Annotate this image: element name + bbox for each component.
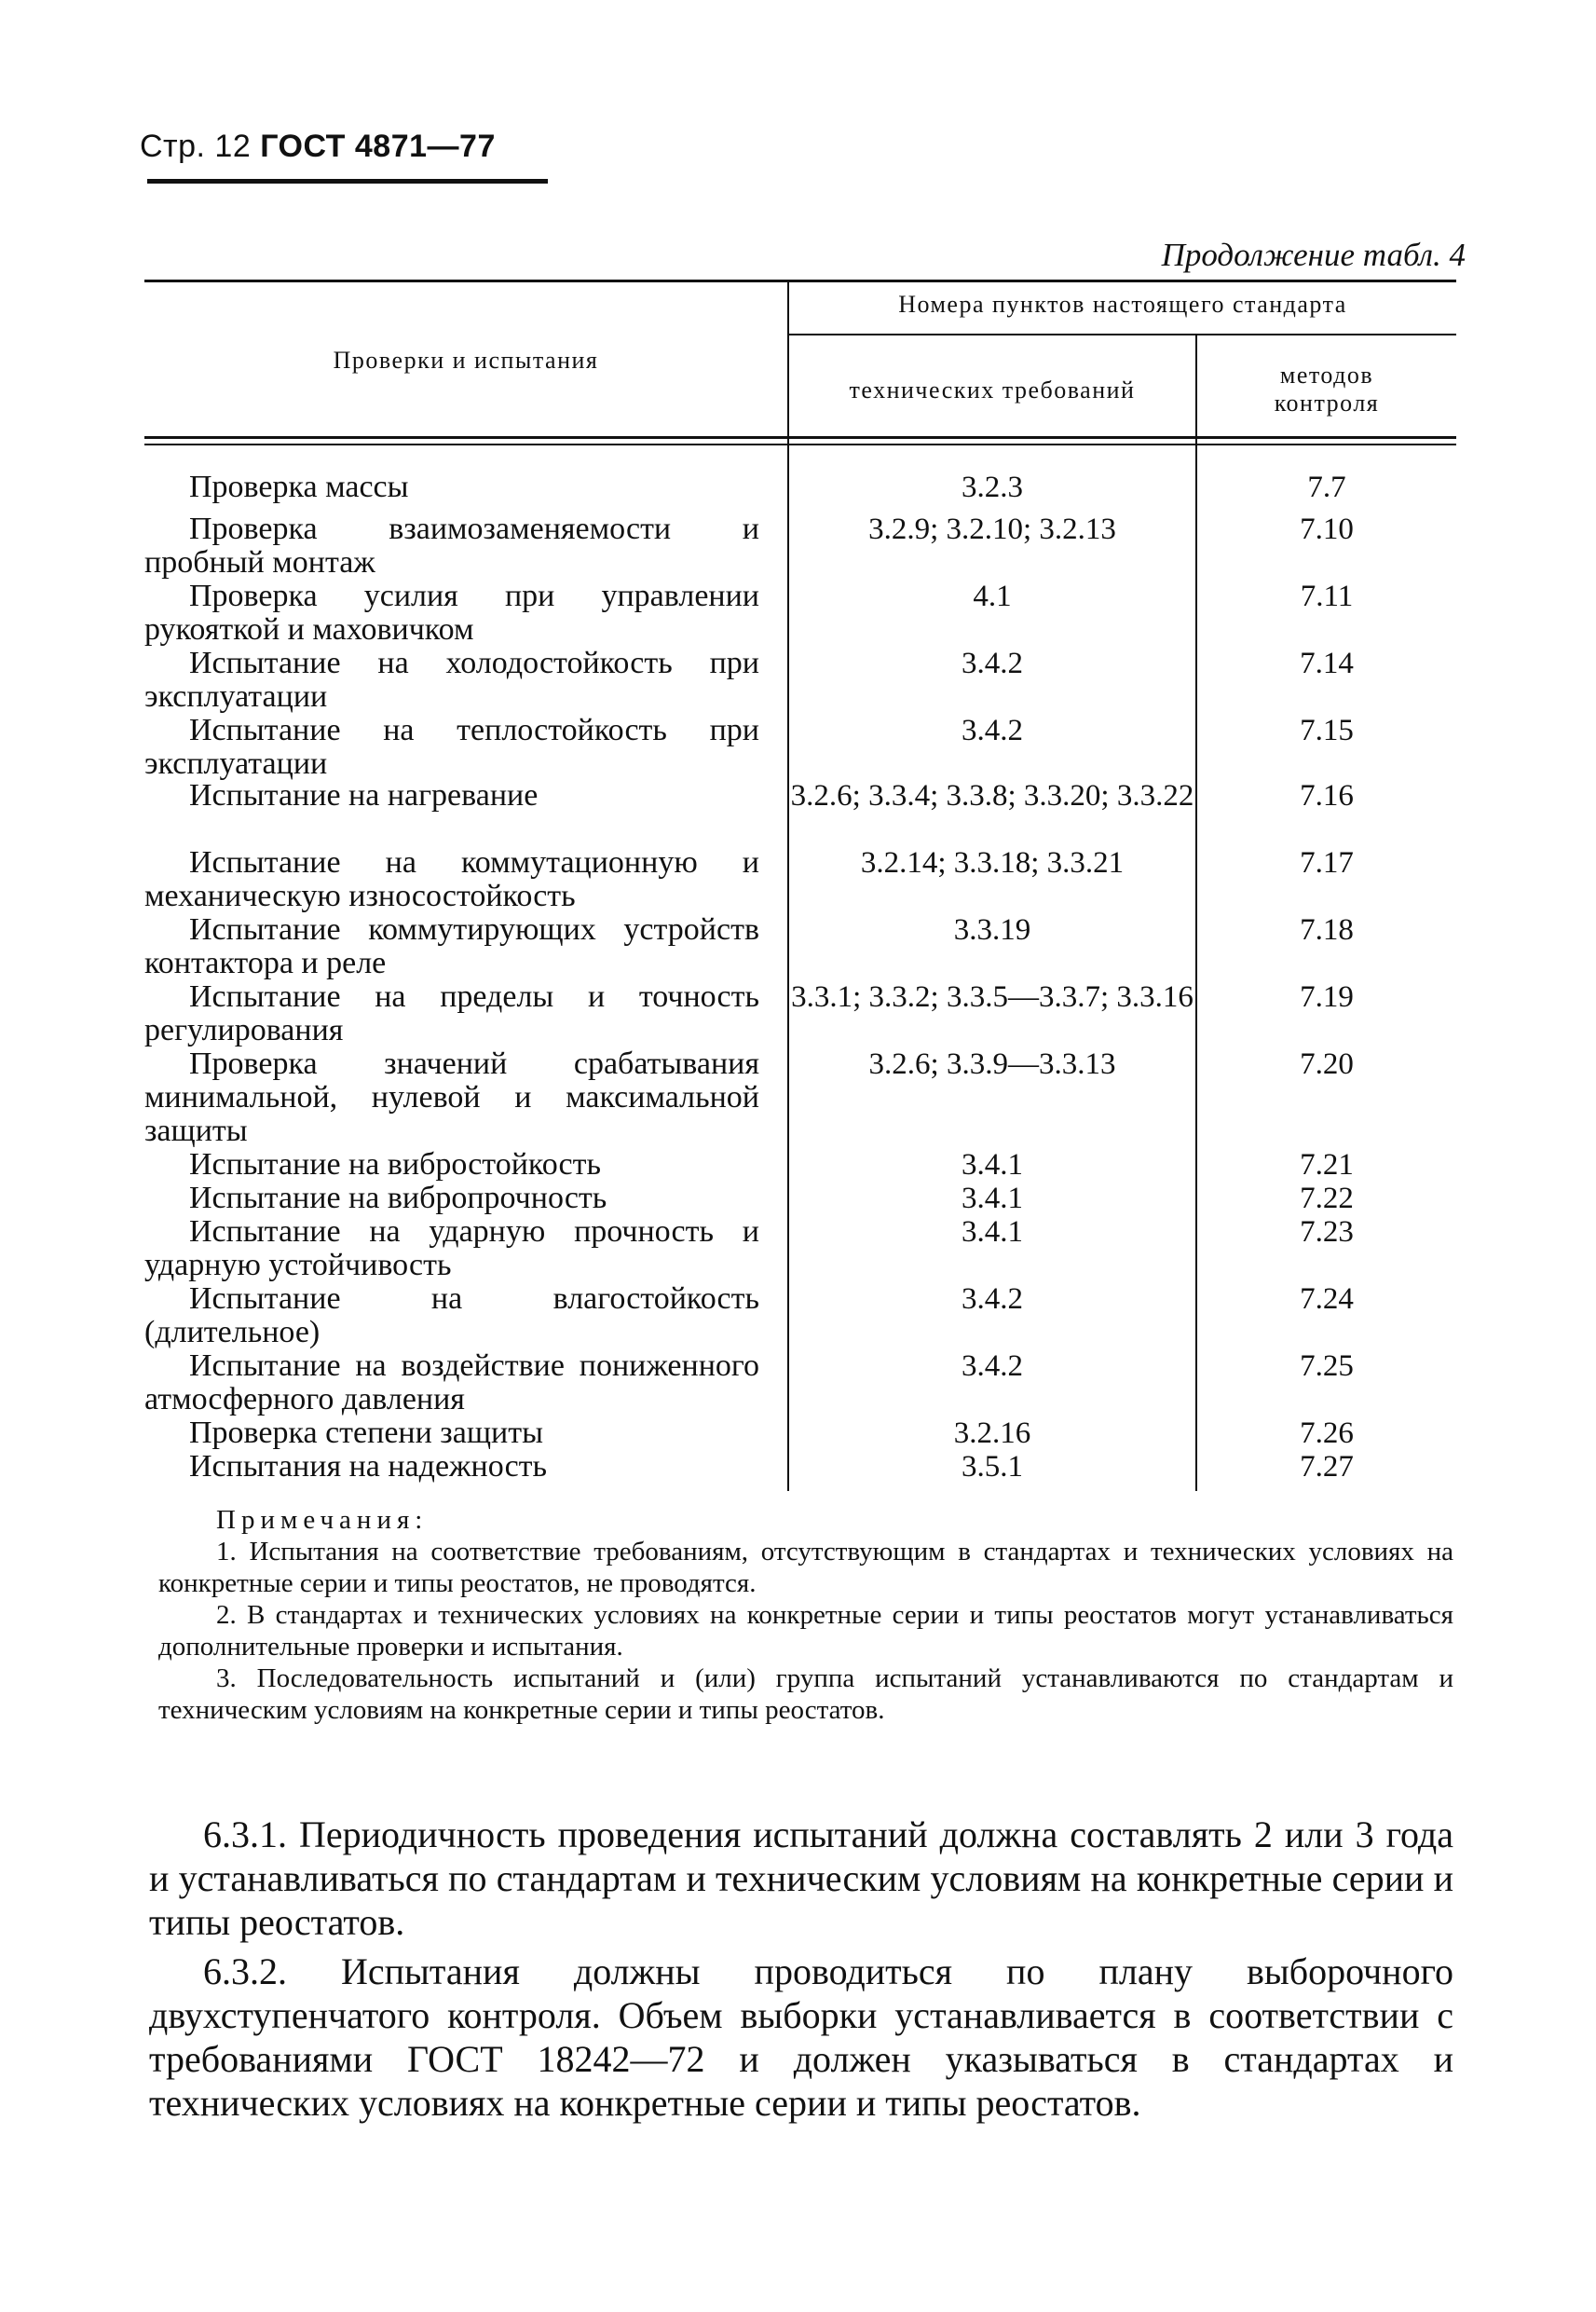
- note-item: 3. Последовательность испытаний и (или) группа испытаний устанавливаются по стандартам и техническим условиям на конкретные серии и типы реостатов.: [158, 1663, 1453, 1725]
- control-method-ref: 7.7: [1307, 471, 1346, 504]
- control-method-ref: 7.20: [1300, 1047, 1354, 1081]
- requirements-table: [144, 280, 1456, 1491]
- check-name: Испытание на вибростойкость: [189, 1147, 601, 1182]
- check-name: Испытание на коммутационную и механическую износостойкость: [144, 845, 759, 913]
- check-name: Испытание на воздействие пониженного атмосферного давления: [144, 1348, 759, 1416]
- tech-requirement-ref: 3.2.6; 3.3.9—3.3.13: [868, 1047, 1116, 1081]
- control-method-ref: 7.15: [1300, 714, 1354, 747]
- col-method-header: [1197, 362, 1456, 417]
- col-checks-header: Проверки и испытания: [333, 347, 599, 374]
- header-rule: [147, 179, 548, 184]
- control-method-ref: 7.25: [1300, 1349, 1354, 1383]
- group-header: Номера пунктов настоящего стандарта: [898, 291, 1347, 318]
- tech-requirement-ref: 3.4.2: [962, 1349, 1023, 1383]
- control-method-ref: 7.23: [1300, 1215, 1354, 1249]
- check-name: Проверка взаимозаменяемости и пробный монтаж: [144, 512, 759, 580]
- tech-requirement-ref: 3.4.2: [962, 714, 1023, 747]
- check-name: Испытание на пределы и точность регулирования: [144, 979, 759, 1047]
- check-name: Испытание на холодостойкость при эксплуатации: [144, 646, 759, 714]
- check-name: Испытание на теплостойкость при эксплуатации: [144, 713, 759, 781]
- control-method-ref: 7.16: [1300, 779, 1354, 813]
- control-method-ref: 7.11: [1300, 580, 1354, 613]
- tech-requirement-ref: 3.2.9; 3.2.10; 3.2.13: [868, 513, 1116, 546]
- control-method-ref: 7.18: [1300, 913, 1354, 947]
- table-top-rule: [144, 280, 1456, 282]
- control-method-ref: 7.17: [1300, 846, 1354, 880]
- tech-requirement-ref: 3.4.1: [962, 1182, 1023, 1215]
- check-name: Проверка степени защиты: [189, 1416, 543, 1450]
- check-name: Испытание коммутирующих устройств контактора и реле: [144, 912, 759, 980]
- tech-requirement-ref: 3.4.1: [962, 1148, 1023, 1182]
- paragraph-6-3-1: 6.3.1. Периодичность проведения испытаний должна составлять 2 или 3 года и устанавливаться по стандартам и техническим условиям на конкретные серии и типы реостатов.: [149, 1813, 1453, 1943]
- tech-requirement-ref: 3.3.19: [953, 913, 1031, 947]
- tech-requirement-ref: 3.4.1: [962, 1215, 1023, 1249]
- tech-requirement-ref: 4.1: [973, 580, 1012, 613]
- tech-requirement-ref: 3.2.16: [953, 1416, 1031, 1450]
- tech-requirement-ref: 3.4.2: [962, 1282, 1023, 1316]
- table-notes: [158, 1504, 1453, 1726]
- control-method-ref: 7.27: [1300, 1450, 1354, 1484]
- check-name: Испытание на ударную прочность и ударную устойчивость: [144, 1214, 759, 1282]
- tech-requirement-ref: 3.3.1; 3.3.2; 3.3.5—3.3.7; 3.3.16: [791, 980, 1194, 1014]
- tech-requirement-ref: 3.2.6; 3.3.4; 3.3.8; 3.3.20; 3.3.22: [790, 779, 1194, 813]
- control-method-ref: 7.21: [1300, 1148, 1354, 1182]
- control-method-ref: 7.10: [1300, 513, 1354, 546]
- control-method-ref: 7.14: [1300, 647, 1354, 680]
- header-bottom-rule-2: [144, 444, 1456, 445]
- notes-title: Примечания:: [216, 1505, 429, 1535]
- col-method-header-line1: методов: [1279, 362, 1374, 389]
- standard-code: ГОСТ 4871—77: [260, 129, 496, 164]
- group-header-rule: [787, 334, 1456, 335]
- table-caption: Продолжение табл. 4: [1161, 237, 1466, 273]
- check-name: Испытание на нагревание: [189, 778, 539, 813]
- control-method-ref: 7.26: [1300, 1416, 1354, 1450]
- tech-requirement-ref: 3.2.3: [962, 471, 1023, 504]
- paragraph-6-3-2: 6.3.2. Испытания должны проводиться по плану выборочного двухступенчатого контроля. Объем выборки устанавливается в соответствии с требованиями ГОСТ 18242—72 и должен указываться в стандартах и технических условиях на конкретные серии и типы реостатов.: [149, 1950, 1453, 2124]
- control-method-ref: 7.19: [1300, 980, 1354, 1014]
- page-header: [140, 129, 496, 165]
- control-method-ref: 7.24: [1300, 1282, 1354, 1316]
- check-name: Проверка усилия при управлении рукояткой и маховичком: [144, 579, 759, 647]
- tech-requirement-ref: 3.5.1: [962, 1450, 1023, 1484]
- check-name: Испытания на надежность: [189, 1449, 548, 1484]
- control-method-ref: 7.22: [1300, 1182, 1354, 1215]
- tech-requirement-ref: 3.4.2: [962, 647, 1023, 680]
- check-name: Проверка массы: [189, 470, 409, 504]
- check-name: Испытание на влагостойкость (длительное): [144, 1281, 759, 1349]
- col-method-header-line2: контроля: [1274, 390, 1380, 417]
- tech-requirement-ref: 3.2.14; 3.3.18; 3.3.21: [860, 846, 1125, 880]
- check-name: Испытание на вибропрочность: [189, 1181, 607, 1215]
- col-tech-header: технических требований: [849, 376, 1136, 404]
- note-item: 2. В стандартах и технических условиях на конкретные серии и типы реостатов могут устанавливаться дополнительные проверки и испытания.: [158, 1600, 1453, 1662]
- check-name: Проверка значений срабатывания минимальной, нулевой и максимальной защиты: [144, 1047, 759, 1148]
- note-item: 1. Испытания на соответствие требованиям, отсутствующим в стандартах и технических условиях на конкретные серии и типы реостатов, не проводятся.: [158, 1537, 1453, 1598]
- header-bottom-rule-1: [144, 436, 1456, 439]
- page-number: Стр. 12: [140, 129, 252, 164]
